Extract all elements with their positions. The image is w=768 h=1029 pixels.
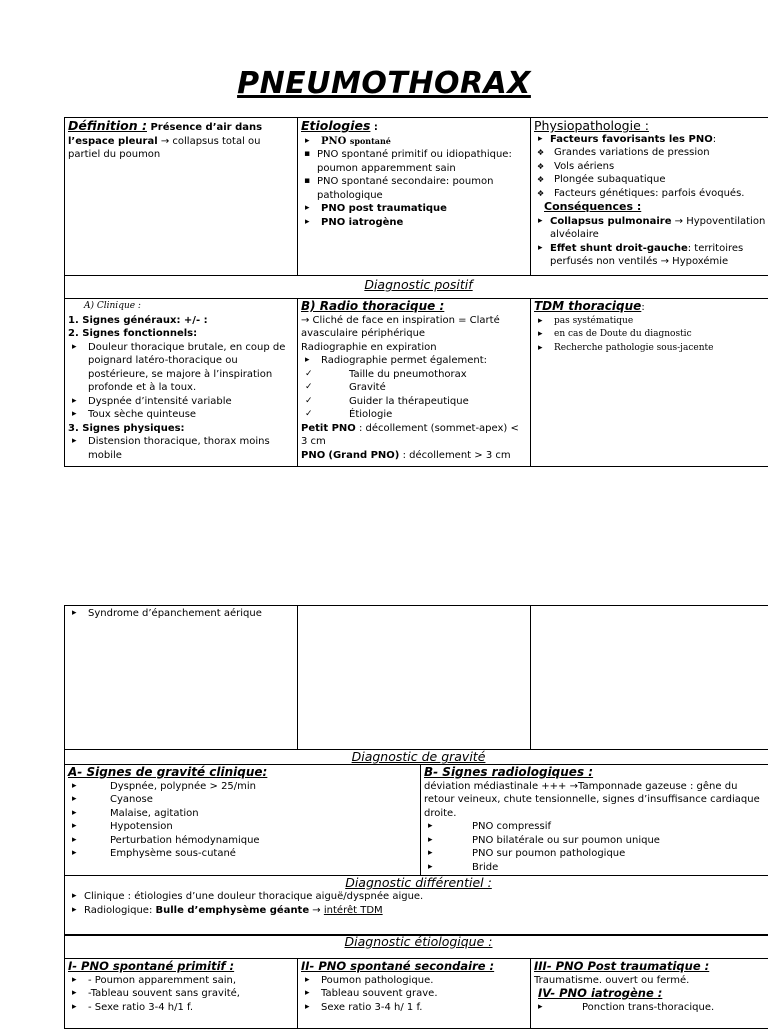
definition-bold: Présence d’air dans l’espace pleural: [68, 122, 262, 147]
signes-physiques: 3. Signes physiques:: [68, 423, 185, 434]
list-item: ▸ PNO post traumatique: [301, 202, 527, 216]
gravite-radio-cell: [421, 765, 768, 876]
etiologies-colon: :: [370, 122, 377, 133]
clinique-cell: [65, 299, 298, 467]
list-item: ▸ Douleur thoracique brutale, en coup de poignard latéro-thoracique ou postérieure, se majore à l’inspiration profonde et à la toux.: [68, 341, 294, 395]
clinique-head: A) Clinique :: [68, 300, 294, 314]
grand-pno: PNO (Grand PNO) : décollement > 3 cm: [301, 449, 527, 463]
list-item: ▸ Emphysème sous-cutané: [68, 847, 417, 861]
physio-head: Physiopathologie :: [534, 119, 768, 133]
secondaire-cell: [298, 959, 531, 1029]
diagnostic-gravite-head: Diagnostic de gravité: [65, 750, 768, 765]
tdm-cell: TDM thoracique: ▸ pas systématique ▸ en cas de Doute du diagnostic ▸ Recherche pathologie sous-jacente: [531, 299, 768, 467]
definition-text: → collapsus total ou partiel du poumon: [68, 136, 260, 161]
list-item: ▸ Malaise, agitation: [68, 807, 417, 821]
diagnostic-positif-head: Diagnostic positif: [65, 276, 768, 299]
list-item: ▸ PNO bilatérale ou sur poumon unique: [424, 834, 768, 848]
list-item: ▸ Facteurs favorisants les PNO:: [534, 133, 768, 147]
list-item: ▸ Ponction trans-thoracique.: [534, 1001, 768, 1015]
gravite-radio-head: B- Signes radiologiques :: [424, 766, 768, 780]
list-item: ▸ Recherche pathologie sous-jacente: [534, 342, 768, 356]
list-item: ✓ Taille du pneumothorax: [301, 368, 527, 382]
radio-line: → Cliché de face en inspiration = Clarté avasculaire périphérique: [301, 314, 527, 341]
list-item: ✓ Gravité: [301, 381, 527, 395]
traumatique-head: III- PNO Post traumatique :: [534, 960, 768, 974]
traumatique-cell: [531, 959, 768, 1029]
list-item: ❖ Plongée subaquatique: [534, 173, 768, 187]
petit-pno: Petit PNO : décollement (sommet-apex) < 3 cm: [301, 422, 527, 449]
list-item: ▸ Distension thoracique, thorax moins mobile: [68, 435, 294, 462]
radio-head: B) Radio thoracique :: [301, 300, 527, 314]
signes-generaux: 1. Signes généraux: +/- :: [68, 315, 208, 326]
differentiel-cell: [65, 876, 768, 936]
etiologies-head: Etiologies: [301, 118, 370, 133]
gravite-radio-text: déviation médiastinale +++ →Tamponnade gazeuse : gêne du retour veineux, chute tensionnelle, signes d’insuffisance cardiaque droite.: [424, 780, 768, 821]
gravite-clinique-head: A- Signes de gravité clinique:: [68, 766, 417, 780]
definition-head: Définition :: [68, 118, 147, 133]
list-item: ✓ Étiologie: [301, 408, 527, 422]
radio-line: Radiographie en expiration: [301, 341, 527, 355]
list-item: ▸ Dyspnée d’intensité variable: [68, 395, 294, 409]
radio-cell: [298, 299, 531, 467]
list-item: ▸ - Poumon apparemment sain,: [68, 974, 294, 988]
list-item: ▸ pas systématique: [534, 315, 768, 329]
page-title: PNEUMOTHORAX: [0, 66, 768, 101]
list-item: ▸ Hypotension: [68, 820, 417, 834]
gravite-table: [64, 749, 768, 936]
list-item: ▸ Collapsus pulmonaire → Hypoventilation alvéolaire: [534, 215, 768, 242]
empty-cell: [298, 606, 531, 750]
etiologique-table: [64, 934, 768, 1029]
diagnostic-differentiel-head: Diagnostic différentiel :: [68, 876, 768, 890]
list-item: ▸ Radiologique: Bulle d’emphysème géante → intérêt TDM: [68, 904, 768, 918]
primitif-head: I- PNO spontané primitif :: [68, 960, 294, 974]
gravite-clinique-cell: [65, 765, 421, 876]
list-item: ▸ Bride: [424, 861, 768, 875]
list-item: ▸ Toux sèche quinteuse: [68, 408, 294, 422]
primitif-cell: [65, 959, 298, 1029]
traumatique-text: Traumatisme. ouvert ou fermé.: [534, 974, 768, 988]
list-item: ▸ Effet shunt droit-gauche: territoires perfusés non ventilés → Hypoxémie: [534, 242, 768, 269]
list-item: ❖ Facteurs génétiques: parfois évoqués.: [534, 187, 768, 201]
list-item: ▸ PNO spontané: [301, 135, 527, 149]
list-item: ▸ Radiographie permet également:: [301, 354, 527, 368]
top-table: [64, 117, 768, 467]
signes-fonctionnels: 2. Signes fonctionnels:: [68, 328, 197, 339]
empty-cell: [531, 606, 768, 750]
list-item: ▸ Dyspnée, polypnée > 25/min: [68, 780, 417, 794]
list-item: ✓ Guider la thérapeutique: [301, 395, 527, 409]
list-item: ❖ Grandes variations de pression: [534, 146, 768, 160]
list-item: ▸ Cyanose: [68, 793, 417, 807]
list-item: ▸ PNO compressif: [424, 820, 768, 834]
list-item: ▸ Syndrome d’épanchement aérique: [68, 607, 294, 621]
definition-cell: [65, 118, 298, 276]
list-item: ▸ PNO iatrogène: [301, 216, 527, 230]
list-item: ▸ Perturbation hémodynamique: [68, 834, 417, 848]
diagnostic-etiologique-head: Diagnostic étiologique :: [65, 935, 768, 959]
list-item: ▸ Tableau souvent grave.: [301, 987, 527, 1001]
list-item: ▸ Poumon pathologique.: [301, 974, 527, 988]
list-item: ▸ Clinique : étiologies d’une douleur thoracique aiguë/dyspnée aigue.: [68, 890, 768, 904]
list-item: ▸ - Sexe ratio 3-4 h/1 f.: [68, 1001, 294, 1015]
physio-cell: [531, 118, 768, 276]
etiologies-cell: [298, 118, 531, 276]
list-item: ▪ PNO spontané primitif ou idiopathique: poumon apparemment sain: [301, 148, 527, 175]
list-item: ▸ en cas de Doute du diagnostic: [534, 328, 768, 342]
list-item: ▸ Sexe ratio 3-4 h/ 1 f.: [301, 1001, 527, 1015]
bottom-table: [64, 605, 768, 750]
clinique-cont-cell: [65, 606, 298, 750]
list-item: ▪ PNO spontané secondaire: poumon pathologique: [301, 175, 527, 202]
list-item: ▸ PNO sur poumon pathologique: [424, 847, 768, 861]
consequences-head: Conséquences :: [544, 200, 641, 213]
tdm-head: TDM thoracique: [534, 299, 641, 313]
list-item: ▸ -Tableau souvent sans gravité,: [68, 987, 294, 1001]
secondaire-head: II- PNO spontané secondaire :: [301, 960, 527, 974]
iatrogene-head: IV- PNO iatrogène :: [534, 987, 768, 1001]
list-item: ❖ Vols aériens: [534, 160, 768, 174]
